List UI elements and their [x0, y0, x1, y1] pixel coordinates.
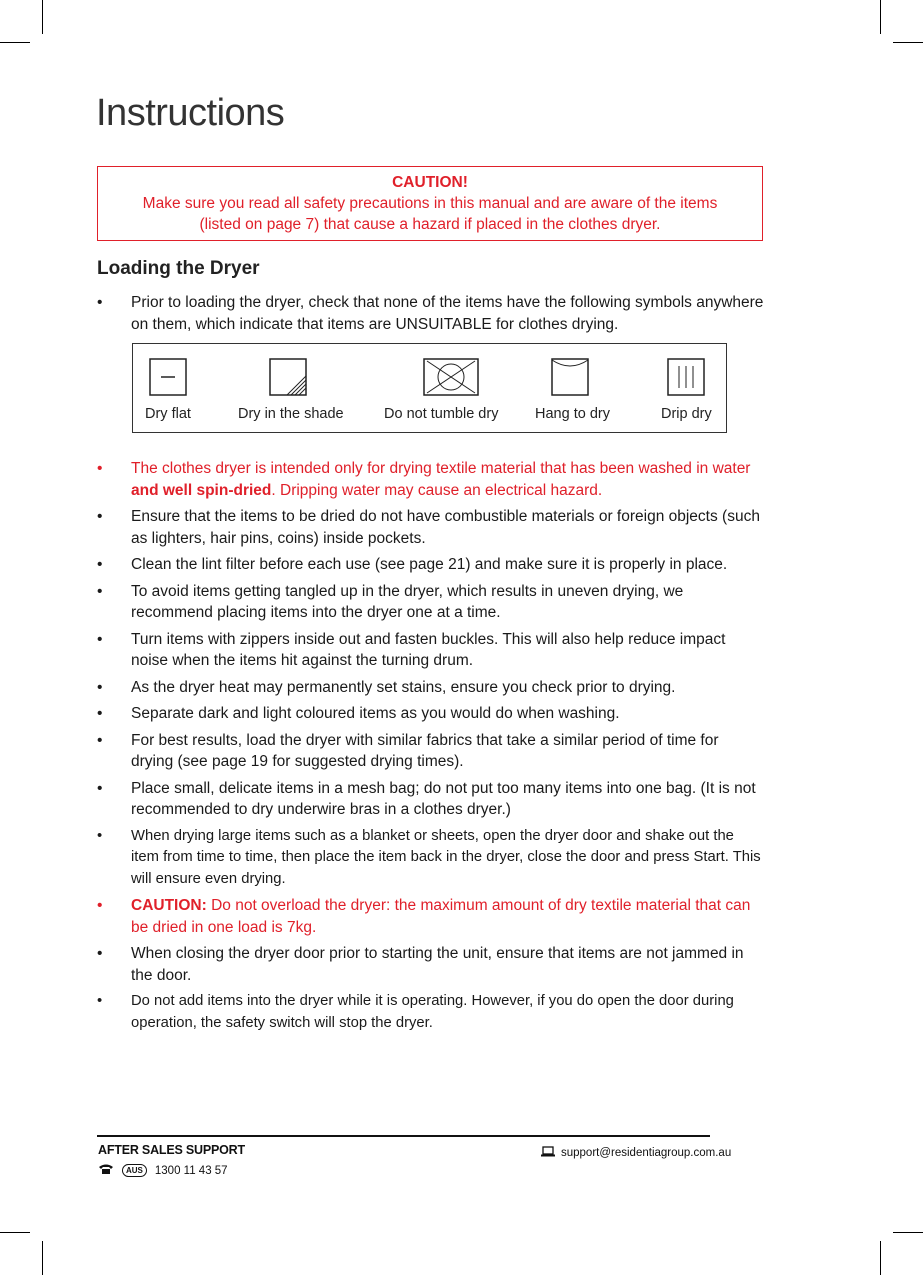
- bullet-dot: •: [97, 779, 103, 797]
- bullet-bold-text: and well spin-dried: [131, 481, 272, 499]
- phone-number[interactable]: 1300 11 43 57: [154, 1164, 228, 1177]
- symbol-label: Dry in the shade: [238, 406, 344, 422]
- symbol-label: Do not tumble dry: [384, 406, 499, 422]
- bullet-dot: •: [97, 945, 103, 962]
- drip-dry-icon: [667, 358, 705, 396]
- crop-mark: [880, 0, 881, 34]
- footer-phone: [98, 1163, 228, 1178]
- bullet-dot: •: [97, 294, 103, 311]
- bullet-dot: •: [97, 556, 103, 573]
- intro-bullet-text: Prior to loading the dryer, check that none of the items have the following symbols anywhere on them, which indicate that items are UNSUITABLE for clothes drying.: [131, 294, 764, 333]
- list-item: [97, 826, 765, 891]
- list-item: [97, 292, 765, 335]
- bullet-dot: •: [97, 731, 103, 749]
- hang-to-dry-icon: [551, 358, 589, 396]
- support-email[interactable]: support@residentiagroup.com.au: [561, 1147, 732, 1159]
- bullet-text: When closing the dryer door prior to starting the unit, ensure that items are not jammed in the door.: [131, 945, 744, 984]
- bullet-text: For best results, load the dryer with similar fabrics that take a similar period of time for drying (see page 19 for suggested drying times).: [131, 731, 719, 770]
- caution-heading: CAUTION!: [392, 174, 468, 191]
- list-item: [97, 895, 765, 938]
- list-item: [97, 703, 765, 725]
- footer-email: [541, 1146, 731, 1160]
- bullet-text: When drying large items such as a blanket or sheets, open the dryer door and shake out the item from time to time, then place the item back in the dryer, close the door and press Start. This will ensure even drying.: [131, 827, 761, 887]
- list-item: [97, 506, 765, 549]
- bullet-text: To avoid items getting tangled up in the dryer, which results in uneven drying, we recommend placing items into the dryer one at a time.: [131, 582, 684, 621]
- symbol-label: Dry flat: [145, 406, 191, 422]
- bullet-text: Place small, delicate items in a mesh bag; do not put too many items into one bag. (It is not recommended to dry underwire bras in a clothes dryer.): [131, 779, 756, 818]
- bullet-text: Turn items with zippers inside out and fasten buckles. This will also help reduce impact noise when the items hit against the turning drum.: [131, 630, 726, 669]
- list-item: [97, 730, 765, 773]
- bullet-text: Clean the lint filter before each use (see page 21) and make sure it is properly in place.: [131, 556, 728, 573]
- bullet-text: Ensure that the items to be dried do not have combustible materials or foreign objects (such as lighters, hair pins, coins) inside pockets.: [131, 508, 760, 547]
- crop-mark: [0, 42, 30, 43]
- bullet-dot: •: [97, 897, 103, 914]
- bullet-text: Do not add items into the dryer while it is operating. However, if you do open the door during operation, the safety switch will stop the dryer.: [131, 993, 734, 1031]
- caution-box: [97, 166, 763, 241]
- list-item: [97, 458, 765, 501]
- bullet-dot: •: [97, 705, 103, 722]
- bullet-dot: •: [97, 460, 103, 477]
- crop-mark: [893, 42, 923, 43]
- bullet-dot: •: [97, 582, 103, 600]
- symbol-label: Hang to dry: [535, 406, 610, 422]
- do-not-tumble-dry-icon: [423, 358, 479, 396]
- phone-icon: [98, 1163, 114, 1178]
- footer-divider: [97, 1135, 710, 1137]
- list-item: [97, 677, 765, 699]
- bullet-text: . Dripping water may cause an electrical hazard.: [271, 481, 603, 499]
- list-item: [97, 554, 765, 576]
- laptop-icon: [541, 1146, 555, 1160]
- caution-label: CAUTION:: [131, 897, 207, 914]
- list-item: [97, 629, 765, 672]
- page-title: Instructions: [96, 92, 285, 134]
- list-item: [97, 943, 765, 986]
- dry-flat-icon: [149, 358, 187, 396]
- crop-mark: [893, 1232, 923, 1233]
- crop-mark: [880, 1241, 881, 1275]
- dry-in-shade-icon: [269, 358, 307, 396]
- bullet-text: As the dryer heat may permanently set stains, ensure you check prior to drying.: [131, 678, 676, 696]
- list-item: [97, 581, 765, 624]
- bullet-text: Do not overload the dryer: the maximum amount of dry textile material that can be dried in one load is 7kg.: [131, 897, 751, 936]
- bullet-dot: •: [97, 993, 103, 1009]
- bullet-dot: •: [97, 827, 103, 844]
- list-item: [97, 991, 765, 1034]
- crop-mark: [42, 0, 43, 34]
- bullet-text: The clothes dryer is intended only for drying textile material that has been washed in water: [131, 460, 751, 477]
- crop-mark: [0, 1232, 30, 1233]
- bullet-dot: •: [97, 508, 103, 525]
- bullet-dot: •: [97, 678, 103, 696]
- region-badge: AUS: [122, 1164, 147, 1177]
- bullet-text: Separate dark and light coloured items as you would do when washing.: [131, 705, 620, 722]
- footer-title: AFTER SALES SUPPORT: [98, 1143, 245, 1157]
- care-symbols-box: [132, 343, 727, 433]
- caution-line-2: (listed on page 7) that cause a hazard if placed in the clothes dryer.: [199, 216, 661, 233]
- list-item: [97, 778, 765, 821]
- bullet-dot: •: [97, 630, 103, 648]
- section-title: Loading the Dryer: [97, 258, 260, 279]
- symbol-label: Drip dry: [661, 406, 712, 422]
- caution-line-1: Make sure you read all safety precautions in this manual and are aware of the items: [142, 195, 718, 212]
- crop-mark: [42, 1241, 43, 1275]
